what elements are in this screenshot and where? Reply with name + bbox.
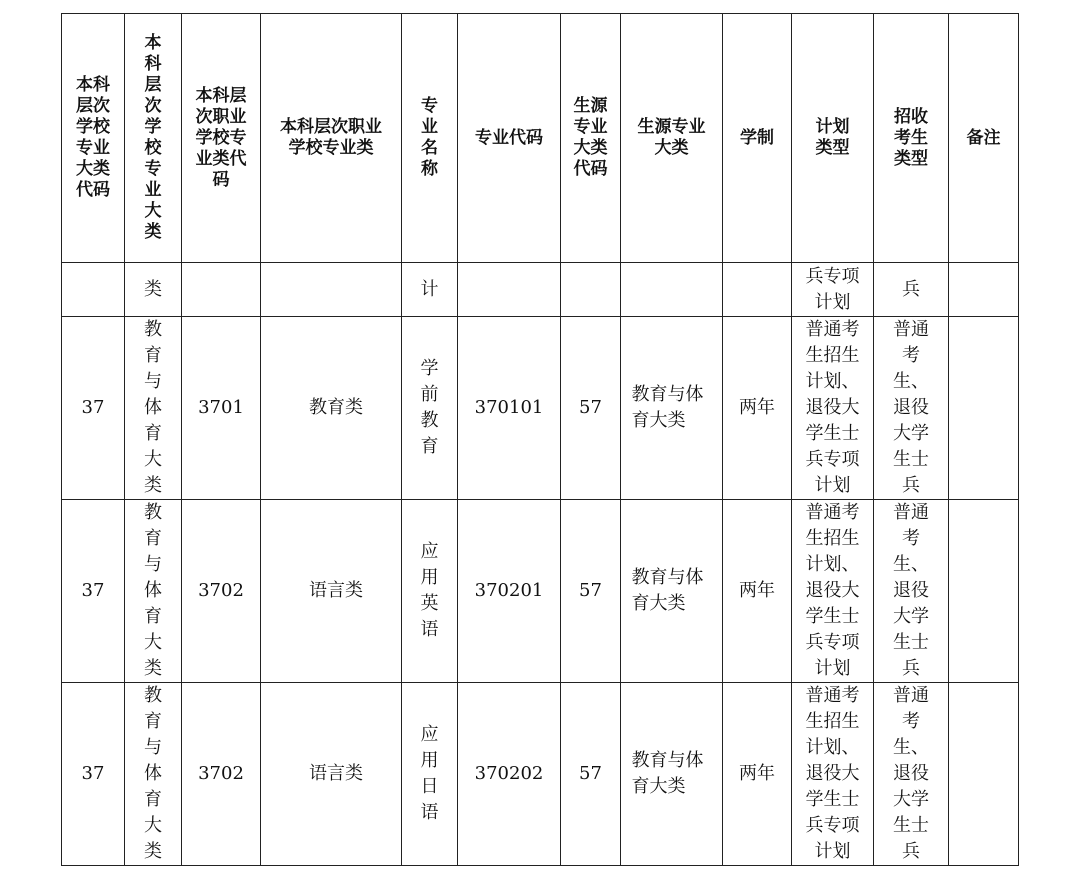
cell-major-code: 370101 — [458, 317, 561, 500]
cell-major-name: 应用日语 — [402, 683, 458, 866]
header-undergrad-category-code: 本科层次学校专业大类代码 — [62, 14, 125, 263]
cell-source-category: 教育与体育大类 — [621, 317, 723, 500]
major-table — [61, 13, 1019, 866]
cell-undergrad-category: 教育与体育大类 — [125, 683, 182, 866]
cell-vocational-category-code: 3701 — [182, 317, 261, 500]
header-source-category-code: 生源专业大类代码 — [561, 14, 621, 263]
header-row — [62, 14, 1019, 263]
cell-major-name: 学前教育 — [402, 317, 458, 500]
cell-remarks — [949, 500, 1019, 683]
cell-major-name: 计 — [402, 263, 458, 317]
cell-major-code — [458, 263, 561, 317]
cell-vocational-category-code: 3702 — [182, 500, 261, 683]
header-remarks: 备注 — [949, 14, 1019, 263]
cell-applicant-type: 普通考生、退役大学生士兵 — [874, 317, 949, 500]
header-vocational-category-code: 本科层次职业学校专业类代码 — [182, 14, 261, 263]
cell-applicant-type: 普通考生、退役大学生士兵 — [874, 500, 949, 683]
cell-vocational-category-code — [182, 263, 261, 317]
cell-vocational-category — [261, 263, 402, 317]
cell-source-category: 教育与体育大类 — [621, 500, 723, 683]
cell-undergrad-category-code: 37 — [62, 683, 125, 866]
table-row — [62, 317, 1019, 500]
cell-undergrad-category-code: 37 — [62, 500, 125, 683]
cell-source-category-code: 57 — [561, 683, 621, 866]
cell-undergrad-category: 教育与体育大类 — [125, 317, 182, 500]
cell-remarks — [949, 263, 1019, 317]
cell-major-code: 370201 — [458, 500, 561, 683]
cell-source-category-code — [561, 263, 621, 317]
table-row — [62, 500, 1019, 683]
cell-vocational-category: 教育类 — [261, 317, 402, 500]
header-major-code: 专业代码 — [458, 14, 561, 263]
cell-plan-type: 普通考生招生计划、退役大学生士兵专项计划 — [792, 683, 874, 866]
cell-source-category-code: 57 — [561, 500, 621, 683]
cell-source-category: 教育与体育大类 — [621, 683, 723, 866]
header-major-name: 专业名称 — [402, 14, 458, 263]
cell-remarks — [949, 683, 1019, 866]
cell-undergrad-category-code: 37 — [62, 317, 125, 500]
cell-duration: 两年 — [723, 317, 792, 500]
cell-remarks — [949, 317, 1019, 500]
cell-duration: 两年 — [723, 683, 792, 866]
header-plan-type: 计划类型 — [792, 14, 874, 263]
cell-plan-type: 普通考生招生计划、退役大学生士兵专项计划 — [792, 500, 874, 683]
cell-vocational-category: 语言类 — [261, 683, 402, 866]
header-duration: 学制 — [723, 14, 792, 263]
cell-major-code: 370202 — [458, 683, 561, 866]
cell-major-name: 应用英语 — [402, 500, 458, 683]
cell-undergrad-category-code — [62, 263, 125, 317]
cell-vocational-category: 语言类 — [261, 500, 402, 683]
cell-vocational-category-code: 3702 — [182, 683, 261, 866]
cell-duration: 两年 — [723, 500, 792, 683]
cell-applicant-type: 兵 — [874, 263, 949, 317]
header-source-category: 生源专业大类 — [621, 14, 723, 263]
cell-plan-type: 兵专项计划 — [792, 263, 874, 317]
header-vocational-category: 本科层次职业学校专业类 — [261, 14, 402, 263]
cell-duration — [723, 263, 792, 317]
cell-undergrad-category: 类 — [125, 263, 182, 317]
header-undergrad-category: 本科层次学校专业大类 — [125, 14, 182, 263]
table-row — [62, 683, 1019, 866]
cell-undergrad-category: 教育与体育大类 — [125, 500, 182, 683]
cell-source-category-code: 57 — [561, 317, 621, 500]
cell-source-category — [621, 263, 723, 317]
table-row-continued — [62, 263, 1019, 317]
cell-applicant-type: 普通考生、退役大学生士兵 — [874, 683, 949, 866]
cell-plan-type: 普通考生招生计划、退役大学生士兵专项计划 — [792, 317, 874, 500]
header-applicant-type: 招收考生类型 — [874, 14, 949, 263]
